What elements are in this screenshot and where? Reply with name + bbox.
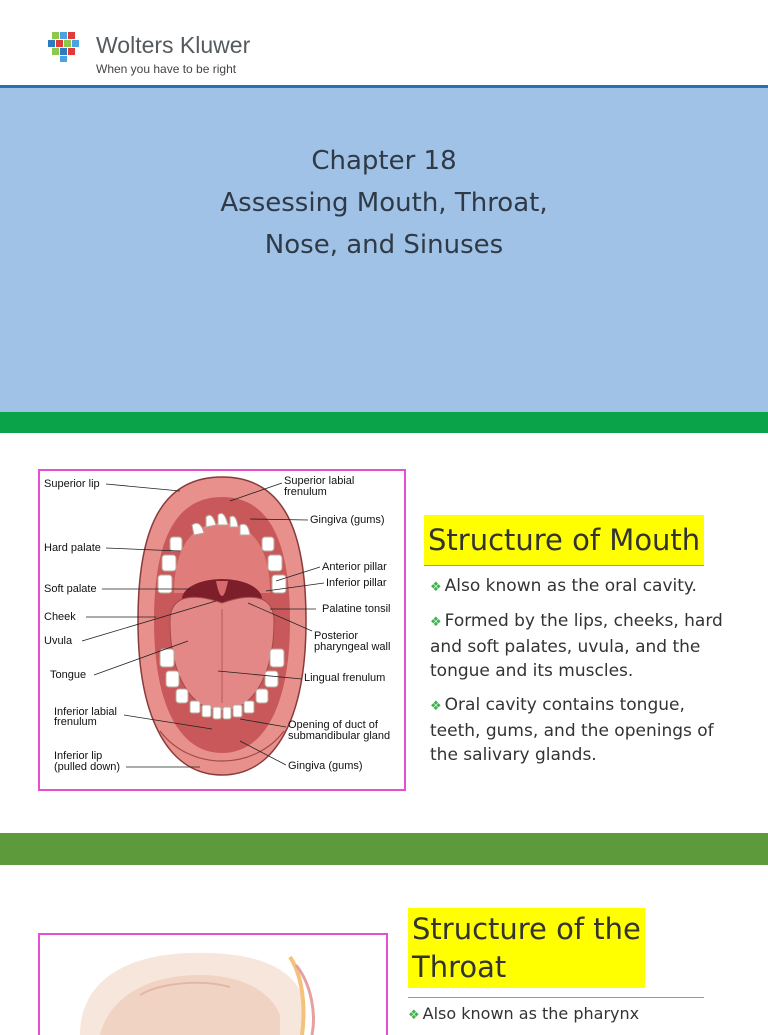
slide-title-mouth: Structure of Mouth [424, 515, 704, 565]
label-tongue: Tongue [50, 669, 87, 681]
diamond-bullet-icon: ❖ [430, 580, 442, 595]
bullet-item [430, 609, 730, 683]
label-gingiva-bottom: Gingiva (gums) [288, 760, 363, 772]
label-palatine-tonsil: Palatine tonsil [322, 603, 391, 615]
slide-divider-bar [0, 833, 768, 865]
title-underline [424, 565, 704, 566]
label-soft-palate: Soft palate [44, 583, 97, 595]
slide-footer-bar [0, 412, 768, 433]
wolters-kluwer-logo-icon [46, 30, 88, 64]
chapter-title-line: Chapter 18 [311, 146, 457, 176]
mouth-anatomy-figure [38, 469, 406, 791]
brand-name: Wolters Kluwer [96, 32, 251, 58]
title-slide [0, 0, 768, 433]
label-gingiva-top: Gingiva (gums) [310, 514, 385, 526]
bullet-item [430, 693, 730, 767]
chapter-title-line: Assessing Mouth, Throat, [220, 188, 548, 218]
brand-logo [46, 30, 306, 80]
bullet-item [408, 1004, 639, 1026]
throat-title-line: Throat [412, 950, 507, 984]
label-cheek: Cheek [44, 611, 76, 623]
title-underline [408, 997, 704, 998]
bullet-text: Also known as the pharynx [422, 1004, 640, 1023]
bullet-text: Formed by the lips, cheeks, hard and soft palates, uvula, and the tongue and its muscles. [430, 611, 723, 681]
label-posterior-pharyngeal-wall: Posterior [314, 630, 359, 642]
throat-title-line: Structure of the [412, 912, 641, 946]
label-submandibular-duct: Opening of duct of [288, 719, 378, 731]
label-superior-lip: Superior lip [44, 478, 100, 490]
label-inferior-lip: (pulled down) [54, 761, 121, 773]
label-uvula: Uvula [44, 635, 73, 647]
label-inferior-labial-frenulum: frenulum [54, 716, 97, 728]
bullet-text: Oral cavity contains tongue, teeth, gums, and the openings of the salivary glands. [430, 695, 714, 765]
label-hard-palate: Hard palate [44, 542, 101, 554]
label-superior-labial-frenulum: frenulum [284, 486, 327, 498]
label-inferior-pillar: Inferior pillar [326, 577, 387, 589]
label-anterior-pillar: Anterior pillar [322, 561, 387, 573]
slide-gap [0, 433, 768, 447]
diamond-bullet-icon: ❖ [430, 615, 442, 630]
bullet-item [430, 574, 730, 600]
label-inferior-lip: Inferior lip [54, 750, 103, 762]
label-submandibular-duct: submandibular gland [288, 730, 391, 742]
label-lingual-frenulum: Lingual frenulum [304, 672, 386, 684]
brand-tagline: When you have to be right [96, 62, 237, 76]
bullet-text: Also known as the oral cavity. [444, 576, 697, 596]
slide-title-throat [408, 908, 645, 988]
diamond-bullet-icon: ❖ [430, 699, 442, 714]
throat-anatomy-figure [38, 933, 388, 1035]
label-superior-labial-frenulum: Superior labial [284, 475, 355, 487]
label-inferior-labial-frenulum: Inferior labial [54, 706, 117, 718]
label-posterior-pharyngeal-wall: pharyngeal wall [314, 641, 391, 653]
diamond-bullet-icon: ❖ [408, 1008, 420, 1023]
chapter-title [0, 140, 768, 266]
throat-illustration [40, 935, 386, 1035]
chapter-title-line: Nose, and Sinuses [264, 230, 504, 260]
